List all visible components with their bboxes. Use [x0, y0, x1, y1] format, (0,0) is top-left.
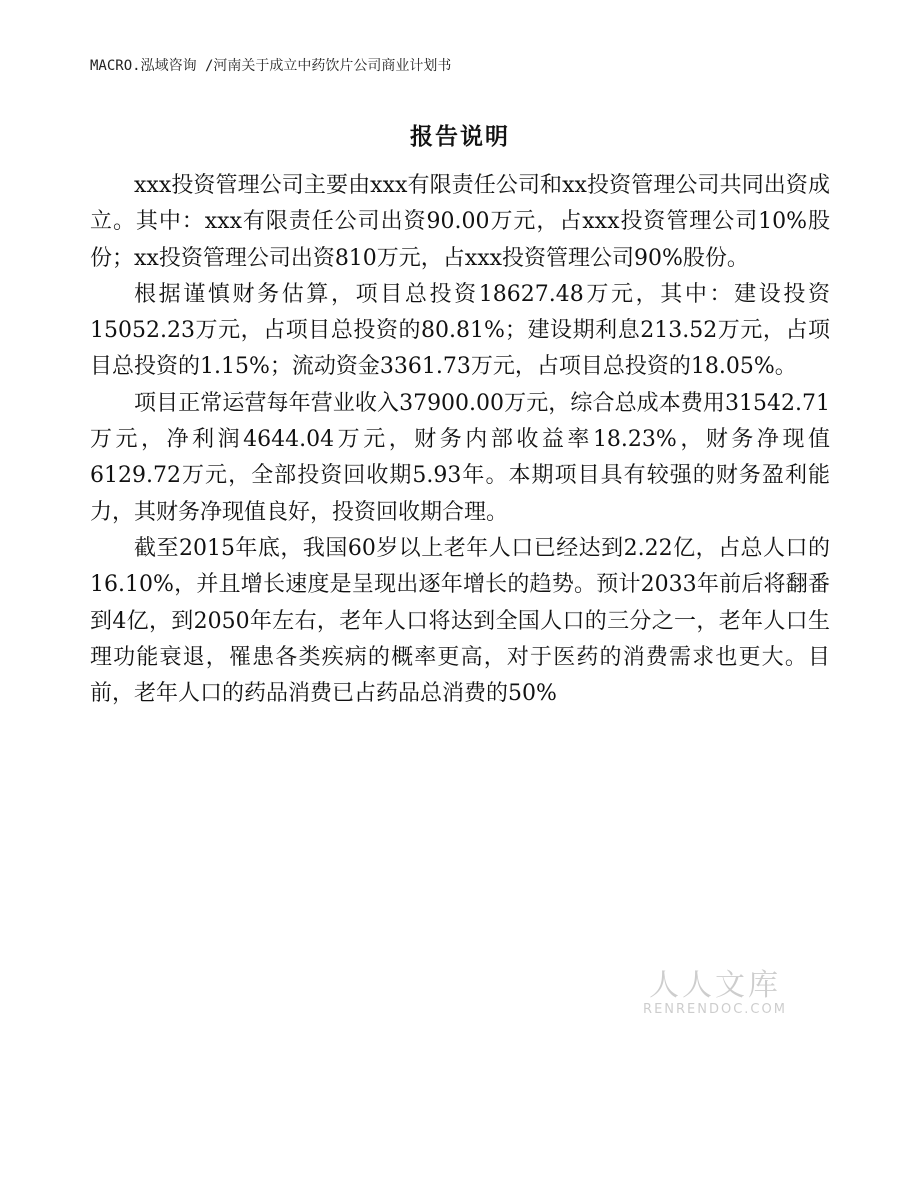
document-body — [90, 168, 830, 712]
paragraph-investment: 根据谨慎财务估算，项目总投资18627.48万元，其中：建设投资15052.23万元，占项目总投资的80.81%；建设期利息213.52万元，占项目总投资的1.15%；流动资金3361.73万元，占项目总投资的18.05%。 — [90, 281, 830, 380]
running-header: MACRO.泓域咨询 /河南关于成立中药饮片公司商业计划书 — [90, 58, 452, 74]
watermark-main: 人人文库 — [649, 968, 781, 1003]
watermark — [640, 960, 790, 1017]
paragraph-revenue: 项目正常运营每年营业收入37900.00万元，综合总成本费用31542.71万元，净利润4644.04万元，财务内部收益率18.23%，财务净现值6129.72万元，全部投资回收期5.93年。本期项目具有较强的财务盈利能力，其财务净现值良好，投资回收期合理。 — [90, 390, 830, 525]
page-title: 报告说明 — [410, 123, 510, 150]
watermark-sub: RENRENDOC.COM — [643, 1002, 787, 1017]
paragraph-aging-population: 截至2015年底，我国60岁以上老年人口已经达到2.22亿，占总人口的16.10%，并且增长速度是呈现出逐年增长的趋势。预计2033年前后将翻番到4亿，到2050年左右，老年人口将达到全国人口的三分之一，老年人口生理功能衰退，罹患各类疾病的概率更高，对于医药的消费需求也更大。目前，老年人口的药品消费已占药品总消费的50% — [90, 535, 830, 707]
paragraph-shareholders: xxx投资管理公司主要由xxx有限责任公司和xx投资管理公司共同出资成立。其中：xxx有限责任公司出资90.00万元，占xxx投资管理公司10%股份；xx投资管理公司出资810万元，占xxx投资管理公司90%股份。 — [90, 173, 830, 271]
